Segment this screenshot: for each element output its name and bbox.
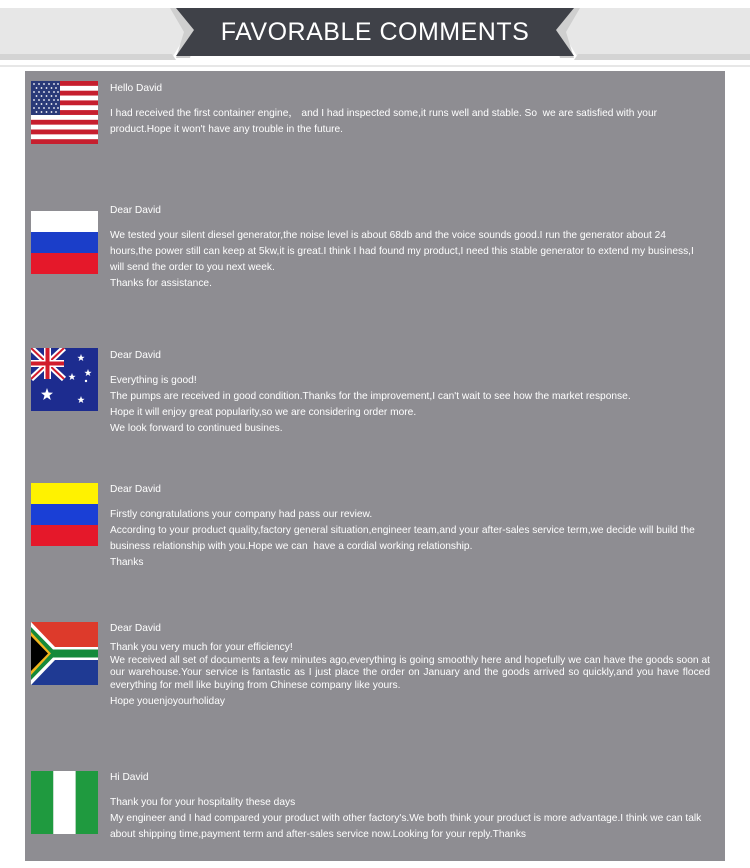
comment-line: According to your product quality,factory general situation,engineer team,and your after-sales service term,we decide will build the business relationship with you.Hope we can have a cordial working relationship.	[110, 525, 698, 552]
comment-5	[110, 622, 713, 710]
comment-2	[110, 204, 710, 292]
comment-6	[110, 771, 710, 843]
comment-line: Thanks	[110, 557, 144, 568]
flag-russia	[31, 211, 98, 274]
page-title: FAVORABLE COMMENTS	[220, 18, 530, 46]
comment-greeting: Hi David	[110, 772, 149, 783]
comment-greeting: Dear David	[110, 205, 161, 216]
flag-colombia	[31, 483, 98, 546]
header-banner	[0, 0, 750, 70]
comments-panel	[25, 71, 725, 861]
flag-nigeria	[31, 771, 98, 834]
comment-line: We tested your silent diesel generator,the noise level is about 68db and the voice sounds good.I run the generator about 24 hours,the power still can keep at 5kw,it is great.I think I had found my product,I need this stable generator to extend my business,I will send the order to you next week.	[110, 230, 697, 273]
comment-line: Hope youenjoyourholiday	[110, 696, 225, 707]
comment-line: I had received the first container engine， and I had inspected some,it runs well and stable. So we are satisfied with your product.Hope it won't have any trouble in the future.	[110, 108, 660, 135]
comment-line: We received all set of documents a few minutes ago,everything is going smoothly here and hopefully we can have the goods soon at our warehouse.Your service is fantastic as I just place the order on January and the goods arrived so quickly,and you have floced everything for mell like buying from Chinese company like yours.	[110, 654, 713, 691]
comment-1	[110, 82, 710, 138]
comment-line: Everything is good!	[110, 375, 197, 386]
comment-line: Hope it will enjoy great popularity,so we are considering order more.	[110, 407, 417, 418]
comment-greeting: Dear David	[110, 350, 161, 361]
comment-line: Thank you very much for your efficiency!	[110, 642, 293, 653]
flag-usa	[31, 81, 98, 144]
flag-south-africa	[31, 622, 98, 685]
flag-australia	[31, 348, 98, 411]
comment-line: Thanks for assistance.	[110, 278, 212, 289]
comment-greeting: Dear David	[110, 484, 161, 495]
comment-4	[110, 483, 710, 571]
comment-line: My engineer and I had compared your product with other factory's.We both think your product is more advantage.I think we can talk about shipping time,payment term and after-sales service now.Looking for your reply.Thanks	[110, 813, 705, 840]
comment-greeting: Dear David	[110, 623, 161, 634]
comment-3	[110, 349, 710, 437]
comment-line: Thank you for your hospitality these days	[110, 797, 296, 808]
comment-line: Firstly congratulations your company had pass our review.	[110, 509, 373, 520]
comment-greeting: Hello David	[110, 83, 163, 94]
comment-line: The pumps are received in good condition.Thanks for the improvement,I can't wait to see how the market response.	[110, 391, 631, 402]
comment-line: We look forward to continued busines.	[110, 423, 283, 434]
